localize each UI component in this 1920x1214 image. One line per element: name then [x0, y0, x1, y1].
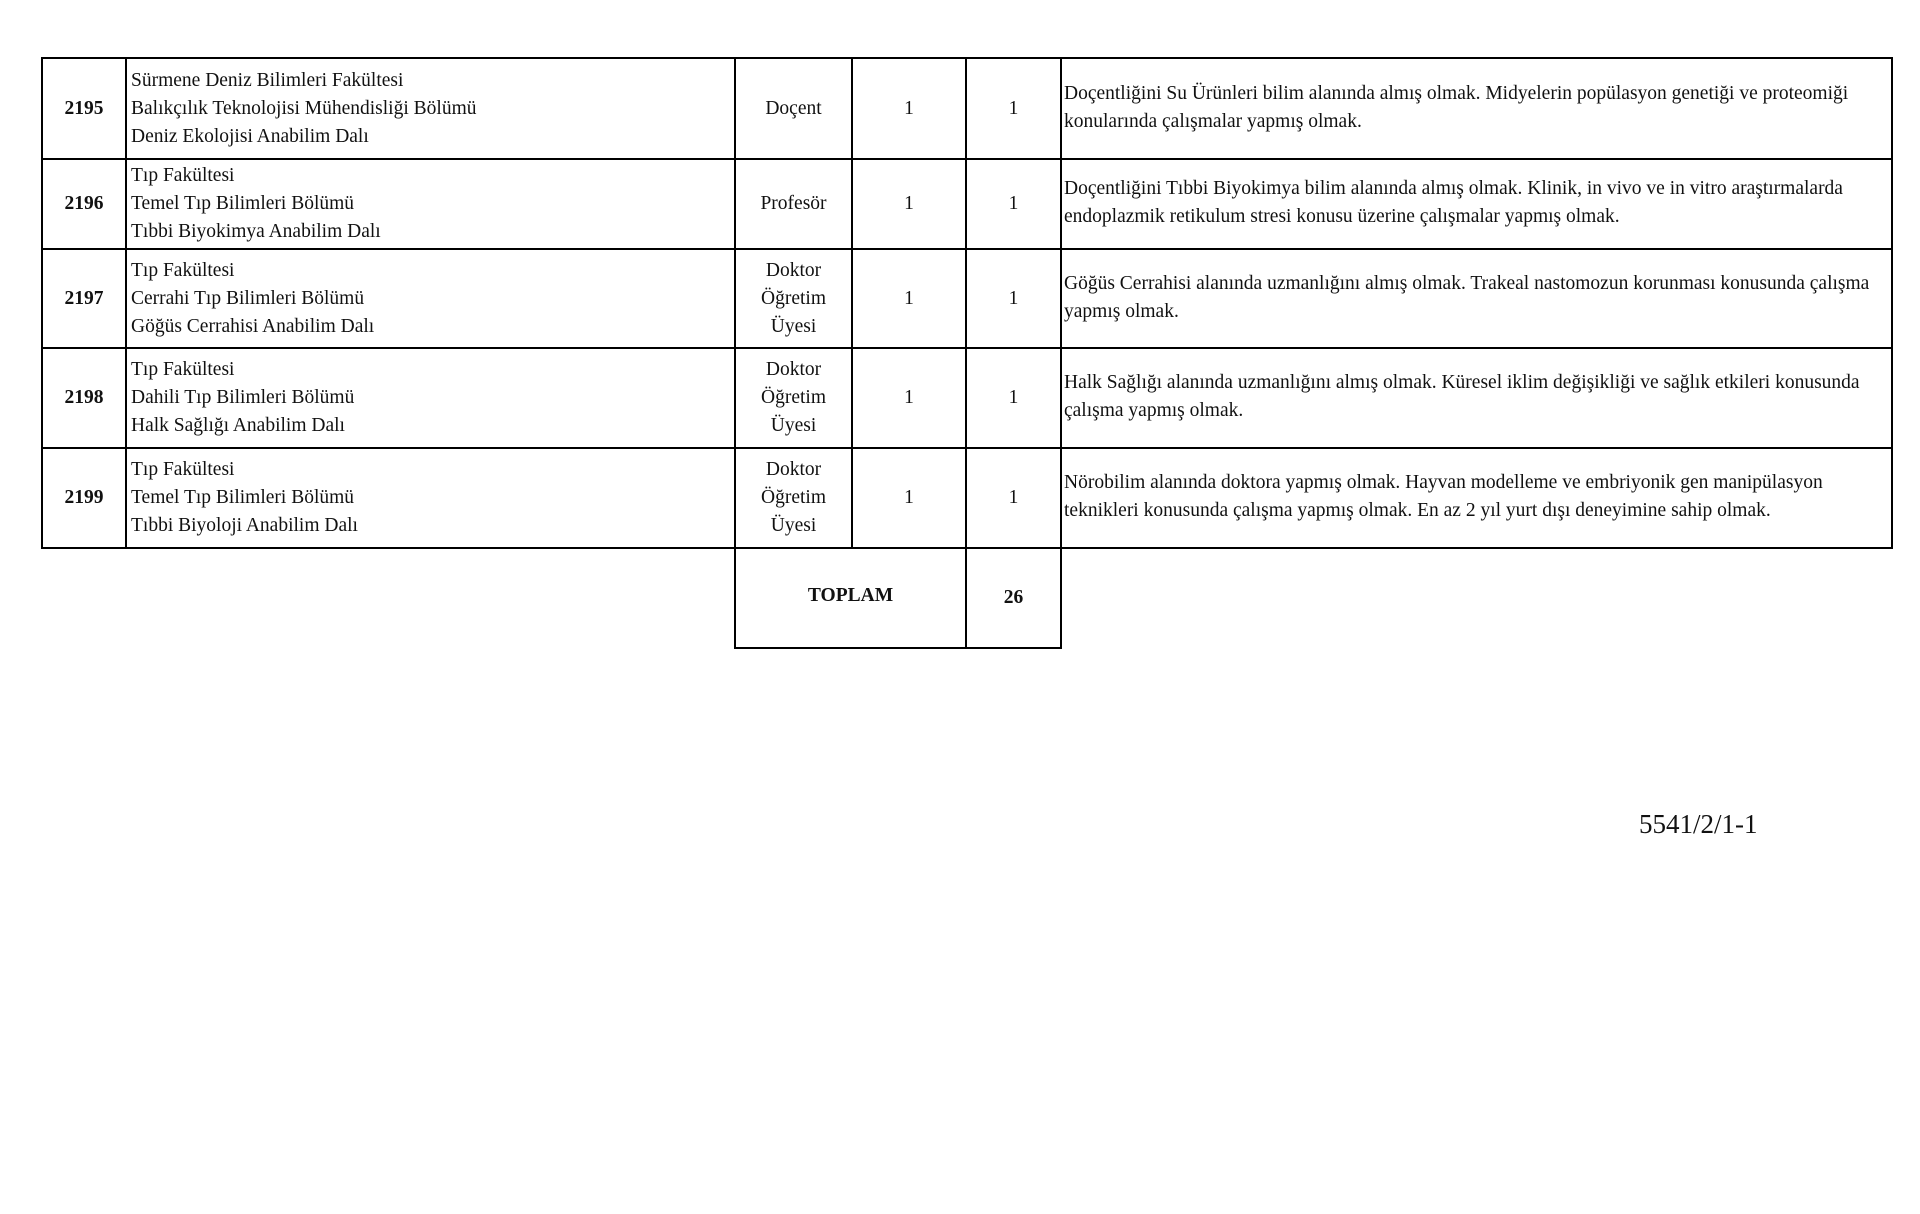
- academic-title: Doktor: [765, 359, 822, 380]
- posting-code: 2196: [42, 159, 126, 249]
- division-name: Göğüs Cerrahisi Anabilim Dalı: [131, 315, 375, 337]
- faculty-name: Tıp Fakültesi: [131, 165, 235, 186]
- posting-code: 2195: [42, 58, 126, 159]
- total-label: TOPLAM: [735, 548, 966, 648]
- count-cell: 1: [966, 159, 1061, 249]
- total-row: [42, 548, 1892, 648]
- table-row: [42, 348, 1892, 448]
- count-cell: 1: [966, 348, 1061, 448]
- department-name: Dahili Tıp Bilimleri Bölümü: [131, 387, 355, 408]
- division-name: Halk Sağlığı Anabilim Dalı: [131, 415, 345, 436]
- requirement-text: Göğüs Cerrahisi alanında uzmanlığını almış olmak. Trakeal nastomozun korunması konusunda çalışma yapmış olmak.: [1061, 249, 1892, 348]
- academic-title: Üyesi: [770, 515, 817, 536]
- requirement-text: Halk Sağlığı alanında uzmanlığını almış olmak. Küresel iklim değişikliği ve sağlık etkileri konusunda çalışma yapmış olmak.: [1061, 348, 1892, 448]
- department-name: Temel Tıp Bilimleri Bölümü: [131, 193, 355, 214]
- title-cell: [735, 249, 852, 348]
- academic-title: Üyesi: [770, 315, 817, 337]
- count-cell: 1: [852, 159, 966, 249]
- department-name: Cerrahi Tıp Bilimleri Bölümü: [131, 287, 365, 309]
- table-row: [42, 58, 1892, 159]
- count-cell: 1: [852, 249, 966, 348]
- academic-title: Doktor: [765, 459, 822, 480]
- academic-title: Öğretim: [761, 287, 826, 309]
- posting-code: 2198: [42, 348, 126, 448]
- department-name: Balıkçılık Teknolojisi Mühendisliği Bölümü: [131, 97, 477, 119]
- count-cell: 1: [852, 348, 966, 448]
- document-code: 5541/2/1-1: [1639, 809, 1758, 839]
- count-cell: 1: [966, 448, 1061, 548]
- faculty-name: Sürmene Deniz Bilimleri Fakültesi: [131, 69, 404, 91]
- title-cell: [735, 58, 852, 159]
- count-cell: 1: [966, 249, 1061, 348]
- faculty-name: Tıp Fakültesi: [131, 259, 235, 281]
- table-row: [42, 448, 1892, 548]
- department-name: Temel Tıp Bilimleri Bölümü: [131, 487, 355, 508]
- unit-cell: [126, 249, 735, 348]
- requirement-text: Doçentliğini Tıbbi Biyokimya bilim alanında almış olmak. Klinik, in vivo ve in vitro araştırmalarda endoplazmik retikulum stresi konusu üzerine çalışmalar yapmış olmak.: [1061, 159, 1892, 249]
- division-name: Tıbbi Biyokimya Anabilim Dalı: [131, 221, 381, 242]
- academic-title: Doçent: [765, 97, 822, 119]
- unit-cell: [126, 348, 735, 448]
- division-name: Tıbbi Biyoloji Anabilim Dalı: [131, 515, 358, 536]
- unit-cell: [126, 448, 735, 548]
- posting-code: 2197: [42, 249, 126, 348]
- table-row: [42, 159, 1892, 249]
- unit-cell: [126, 159, 735, 249]
- table-row: [42, 249, 1892, 348]
- academic-title: Profesör: [760, 193, 827, 214]
- academic-title: Öğretim: [761, 387, 826, 408]
- division-name: Deniz Ekolojisi Anabilim Dalı: [131, 125, 369, 147]
- count-cell: 1: [852, 448, 966, 548]
- academic-title: Doktor: [765, 259, 822, 281]
- count-cell: 1: [966, 58, 1061, 159]
- academic-title: Üyesi: [770, 415, 817, 436]
- postings-table-body: [42, 58, 1892, 648]
- requirement-text: Nörobilim alanında doktora yapmış olmak. Hayvan modelleme ve embriyonik gen manipülasyon teknikleri konusunda çalışma yapmış olmak. En az 2 yıl yurt dışı deneyimine sahip olmak.: [1061, 448, 1892, 548]
- unit-cell: [126, 58, 735, 159]
- faculty-name: Tıp Fakültesi: [131, 459, 235, 480]
- title-cell: [735, 348, 852, 448]
- requirement-text: Doçentliğini Su Ürünleri bilim alanında almış olmak. Midyelerin popülasyon genetiği ve proteomiği konularında çalışmalar yapmış olmak.: [1061, 58, 1892, 159]
- count-cell: 1: [852, 58, 966, 159]
- postings-table: [41, 57, 1893, 649]
- faculty-name: Tıp Fakültesi: [131, 359, 235, 380]
- total-value: 26: [966, 548, 1061, 648]
- posting-code: 2199: [42, 448, 126, 548]
- title-cell: [735, 448, 852, 548]
- academic-title: Öğretim: [761, 487, 826, 508]
- title-cell: [735, 159, 852, 249]
